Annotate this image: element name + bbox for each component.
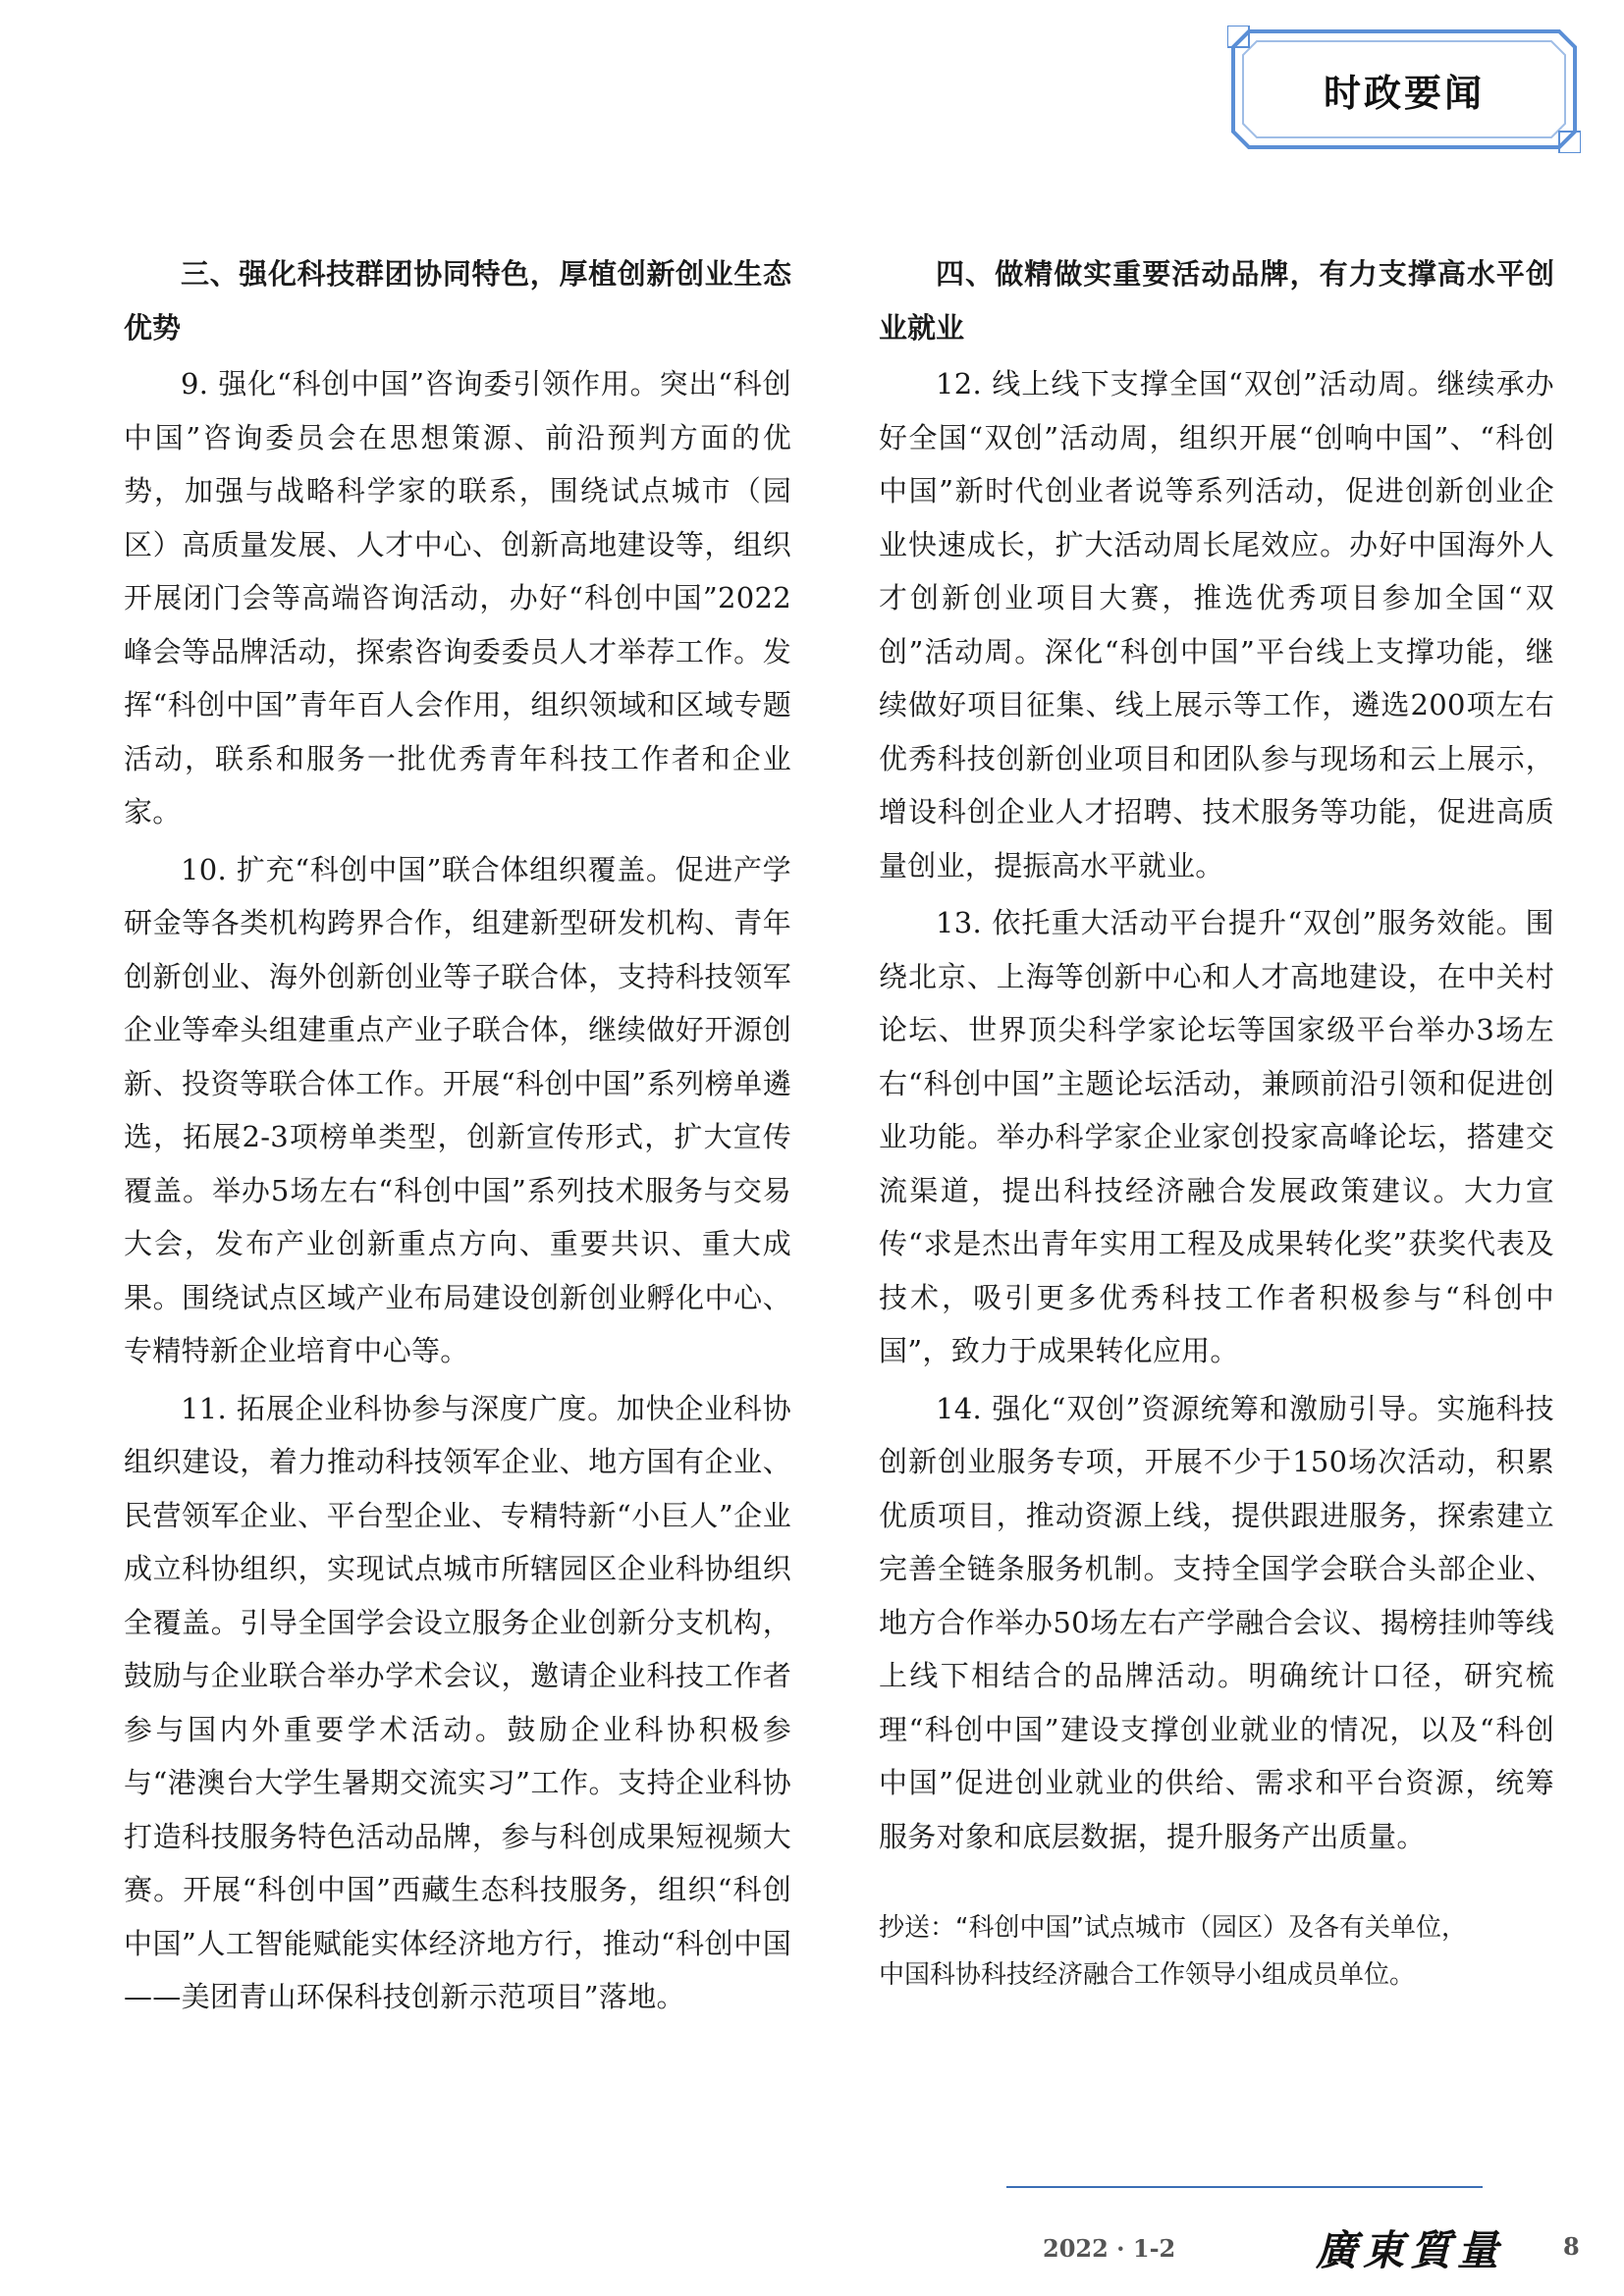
cc-notice [879,1904,1554,1999]
paragraph-9: 9. 强化“科创中国”咨询委引领作用。突出“科创中国”咨询委员会在思想策源、前沿预判方面的优势，加强与战略科学家的联系，围绕试点城市（园区）高质量发展、人才中心、创新高地建设等，组织开展闭门会等高端咨询活动，办好“科创中国”2022峰会等品牌活动，探索咨询委委员人才举荐工作。发挥“科创中国”青年百人会作用，组织领域和区域专题活动，联系和服务一批优秀青年科技工作者和企业家。 [124,367,791,828]
magazine-logo: 廣東質量 [1316,2226,1505,2274]
cc-line: 中国科协科技经济融合工作领导小组成员单位。 [879,1960,1416,1990]
paragraph-14: 14. 强化“双创”资源统筹和激励引导。实施科技创新创业服务专项，开展不少于150场次活动，积累优质项目，推动资源上线，提供跟进服务，探索建立完善全链条服务机制。支持全国学会联合头部企业、地方合作举办50场左右产学融合会议、揭榜挂帅等线上线下相结合的品牌活动。明确统计口径，研究梳理“科创中国”建设支撑创业就业的情况，以及“科创中国”促进创业就业的供给、需求和平台资源，统筹服务对象和底层数据，提升服务产出质量。 [879,1391,1554,1853]
right-column [879,247,1554,1999]
section-heading-4: 四、做精做实重要活动品牌，有力支撑高水平创业就业 [879,257,1554,345]
paragraph-12: 12. 线上线下支撑全国“双创”活动周。继续承办好全国“双创”活动周，组织开展“创响中国”、“科创中国”新时代创业者说等系列活动，促进创新创业企业快速成长，扩大活动周长尾效应。办好中国海外人才创新创业项目大赛，推选优秀项目参加全国“双创”活动周。深化“科创中国”平台线上支撑功能，继续做好项目征集、线上展示等工作，遴选200项左右优秀科技创新创业项目和团队参与现场和云上展示，增设科创企业人才招聘、技术服务等功能，促进高质量创业，提振高水平就业。 [879,367,1554,882]
paragraph-13: 13. 依托重大活动平台提升“双创”服务效能。围绕北京、上海等创新中心和人才高地建设，在中关村论坛、世界顶尖科学家论坛等国家级平台举办3场左右“科创中国”主题论坛活动，兼顾前沿引领和促进创业功能。举办科学家企业家创投家高峰论坛，搭建交流渠道，提出科技经济融合发展政策建议。大力宣传“求是杰出青年实用工程及成果转化奖”获奖代表及技术，吸引更多优秀科技工作者积极参与“科创中国”，致力于成果转化应用。 [879,906,1554,1367]
badge-label: 时政要闻 [1323,71,1485,115]
paragraph-11: 11. 拓展企业科协参与深度广度。加快企业科协组织建设，着力推动科技领军企业、地方国有企业、民营领军企业、平台型企业、专精特新“小巨人”企业成立科协组织，实现试点城市所辖园区企业科协组织全覆盖。引导全国学会设立服务企业创新分支机构，鼓励与企业联合举办学术会议，邀请企业科技工作者参与国内外重要学术活动。鼓励企业科协积极参与“港澳台大学生暑期交流实习”工作。支持企业科协打造科技服务特色活动品牌，参与科创成果短视频大赛。开展“科创中国”西藏生态科技服务，组织“科创中国”人工智能赋能实体经济地方行，推动“科创中国——美团青山环保科技创新示范项目”落地。 [124,1391,791,2013]
issue-label: 2022 · 1-2 [1043,2234,1176,2263]
footer-divider [1006,2186,1483,2188]
section-badge [1227,26,1581,153]
page-number: 8 [1563,2232,1580,2261]
section-heading-3: 三、强化科技群团协同特色，厚植创新创业生态优势 [124,257,791,345]
paragraph-10: 10. 扩充“科创中国”联合体组织覆盖。促进产学研金等各类机构跨界合作，组建新型研发机构、青年创新创业、海外创新创业等子联合体，支持科技领军企业等牵头组建重点产业子联合体，继续做好开源创新、投资等联合体工作。开展“科创中国”系列榜单遴选，拓展2-3项榜单类型，创新宣传形式，扩大宣传覆盖。举办5场左右“科创中国”系列技术服务与交易大会，发布产业创新重点方向、重要共识、重大成果。围绕试点区域产业布局建设创新创业孵化中心、专精特新企业培育中心等。 [124,852,791,1367]
cc-line: 抄送：“科创中国”试点城市（园区）及各有关单位， [879,1913,1467,1943]
left-column [124,247,791,2028]
